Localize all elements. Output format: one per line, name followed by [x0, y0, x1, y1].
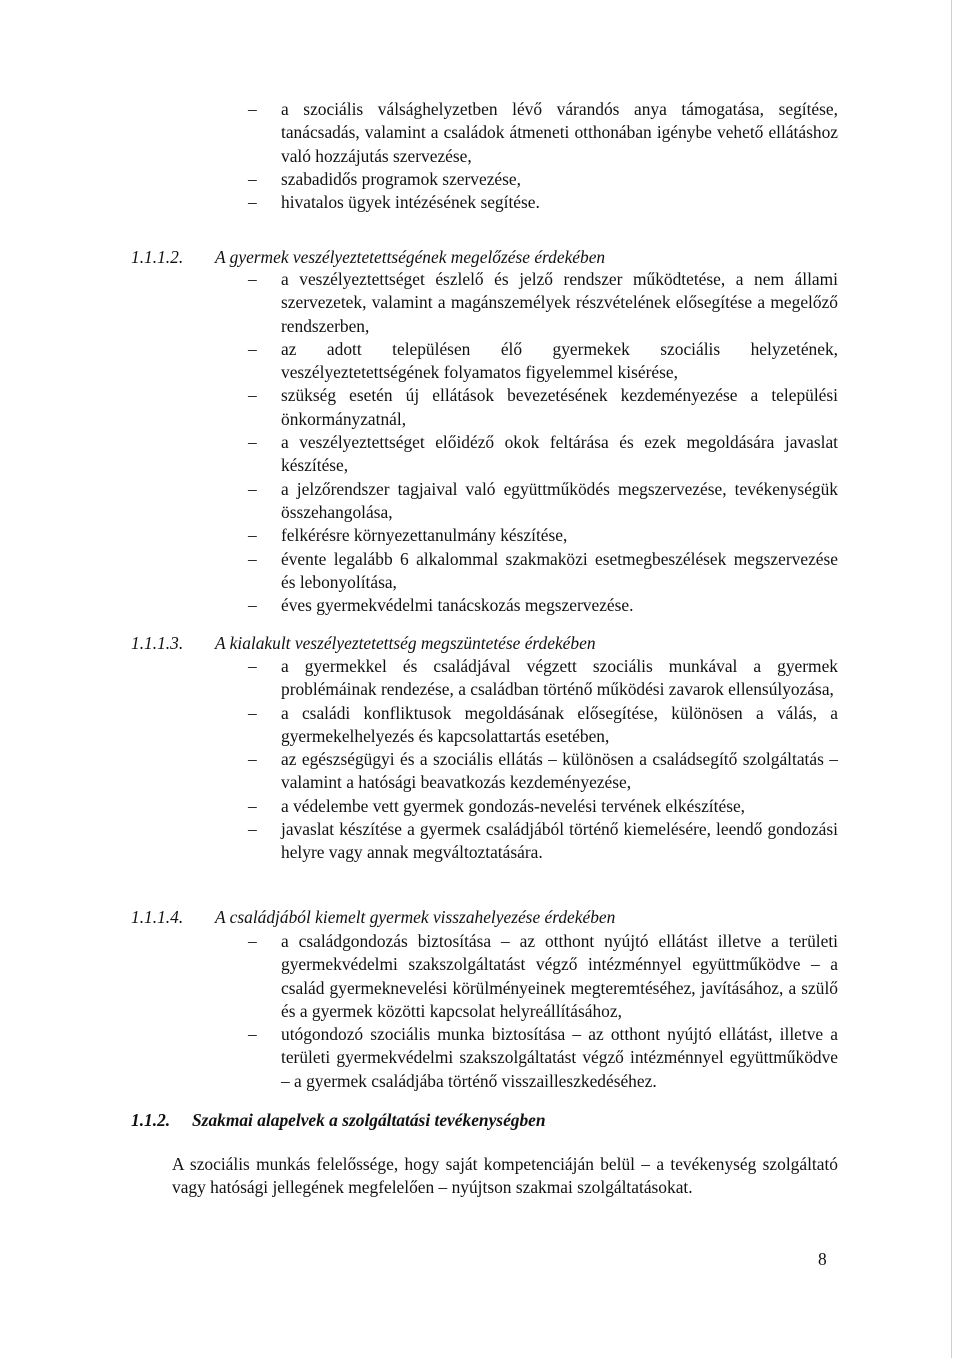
intro-bullet-list [248, 98, 838, 214]
section-bullet-list [248, 268, 838, 617]
list-item: – a veszélyeztettséget előidéző okok feltárása és ezek megoldására javaslat készítése, [248, 431, 838, 478]
section-number: 1.1.1.2. [131, 247, 184, 267]
list-item: – az adott településen élő gyermekek szociális helyzetének, veszélyeztetettségének folyamatos figyelemmel kisérése, [248, 338, 838, 385]
heading-number: 1.1.2. [131, 1110, 171, 1130]
list-item: – hivatalos ügyek intézésének segítése. [248, 191, 838, 214]
list-item: – éves gyermekvédelmi tanácskozás megszervezése. [248, 594, 838, 617]
heading-title: Szakmai alapelvek a szolgáltatási tevékenységben [192, 1110, 546, 1130]
list-item: – a jelzőrendszer tagjaival való együttműködés megszervezése, tevékenységük összehangolása, [248, 478, 838, 525]
section-title: A kialakult veszélyeztetettség megszüntetése érdekében [215, 633, 596, 653]
section-number: 1.1.1.4. [131, 907, 184, 927]
list-item: – a szociális válsághelyzetben lévő várandós anya támogatása, segítése, tanácsadás, valamint a családok átmeneti otthonában igénybe vehető ellátáshoz való hozzájutás szervezése, [248, 98, 838, 168]
list-item: – a családgondozás biztosítása – az otthont nyújtó ellátást illetve a területi gyermekvédelmi szakszolgáltatást végző intézménnyel együttműködve – a család gyermeknevelési körülményeinek megteremtéséhez, javításához, a szülő és a gyermek közötti kapcsolat helyreállításához, [248, 930, 838, 1023]
section-bullet-list [248, 930, 838, 1093]
list-item: – felkérésre környezettanulmány készítése, [248, 524, 838, 547]
list-item: – a veszélyeztettséget észlelő és jelző rendszer működtetése, a nem állami szervezetek, valamint a magánszemélyek részvételének elősegítése a megelőző rendszerben, [248, 268, 838, 338]
list-item: – a családi konfliktusok megoldásának elősegítése, különösen a válás, a gyermekelhelyezés és kapcsolattartás esetében, [248, 702, 838, 749]
scan-edge-line [951, 0, 952, 1358]
section-title: A gyermek veszélyeztetettségének megelőzése érdekében [215, 247, 606, 267]
section-title: A családjából kiemelt gyermek visszahelyezése érdekében [215, 907, 616, 927]
section-number: 1.1.1.3. [131, 633, 184, 653]
list-item: – szabadidős programok szervezése, [248, 168, 838, 191]
list-item: – az egészségügyi és a szociális ellátás – különösen a családsegítő szolgáltatás – valamint a hatósági beavatkozás kezdeményezése, [248, 748, 838, 795]
list-item: – a gyermekkel és családjával végzett szociális munkával a gyermek problémáinak rendezése, a családban történő működési zavarok ellensúlyozása, [248, 655, 838, 702]
section-bullet-list [248, 655, 838, 865]
list-item: – javaslat készítése a gyermek családjából történő kiemelésére, leendő gondozási helyre vagy annak megváltoztatására. [248, 818, 838, 865]
list-item: – utógondozó szociális munka biztosítása – az otthont nyújtó ellátást, illetve a területi gyermekvédelmi szakszolgáltatást végző intézménnyel együttműködve – a gyermek családjába történő visszailleszkedéséhez. [248, 1023, 838, 1093]
list-item: – évente legalább 6 alkalommal szakmaközi esetmegbeszélések megszervezése és lebonyolítása, [248, 548, 838, 595]
body-paragraph: A szociális munkás felelőssége, hogy saját kompetenciáján belül – a tevékenység szolgáltató vagy hatósági jellegének megfelelően – nyújtson szakmai szolgáltatásokat. [172, 1154, 838, 1198]
list-item: – a védelembe vett gyermek gondozás-nevelési tervének elkészítése, [248, 795, 838, 818]
page-number: 8 [818, 1249, 827, 1269]
list-item: – szükség esetén új ellátások bevezetésének kezdeményezése a települési önkormányzatnál, [248, 384, 838, 431]
